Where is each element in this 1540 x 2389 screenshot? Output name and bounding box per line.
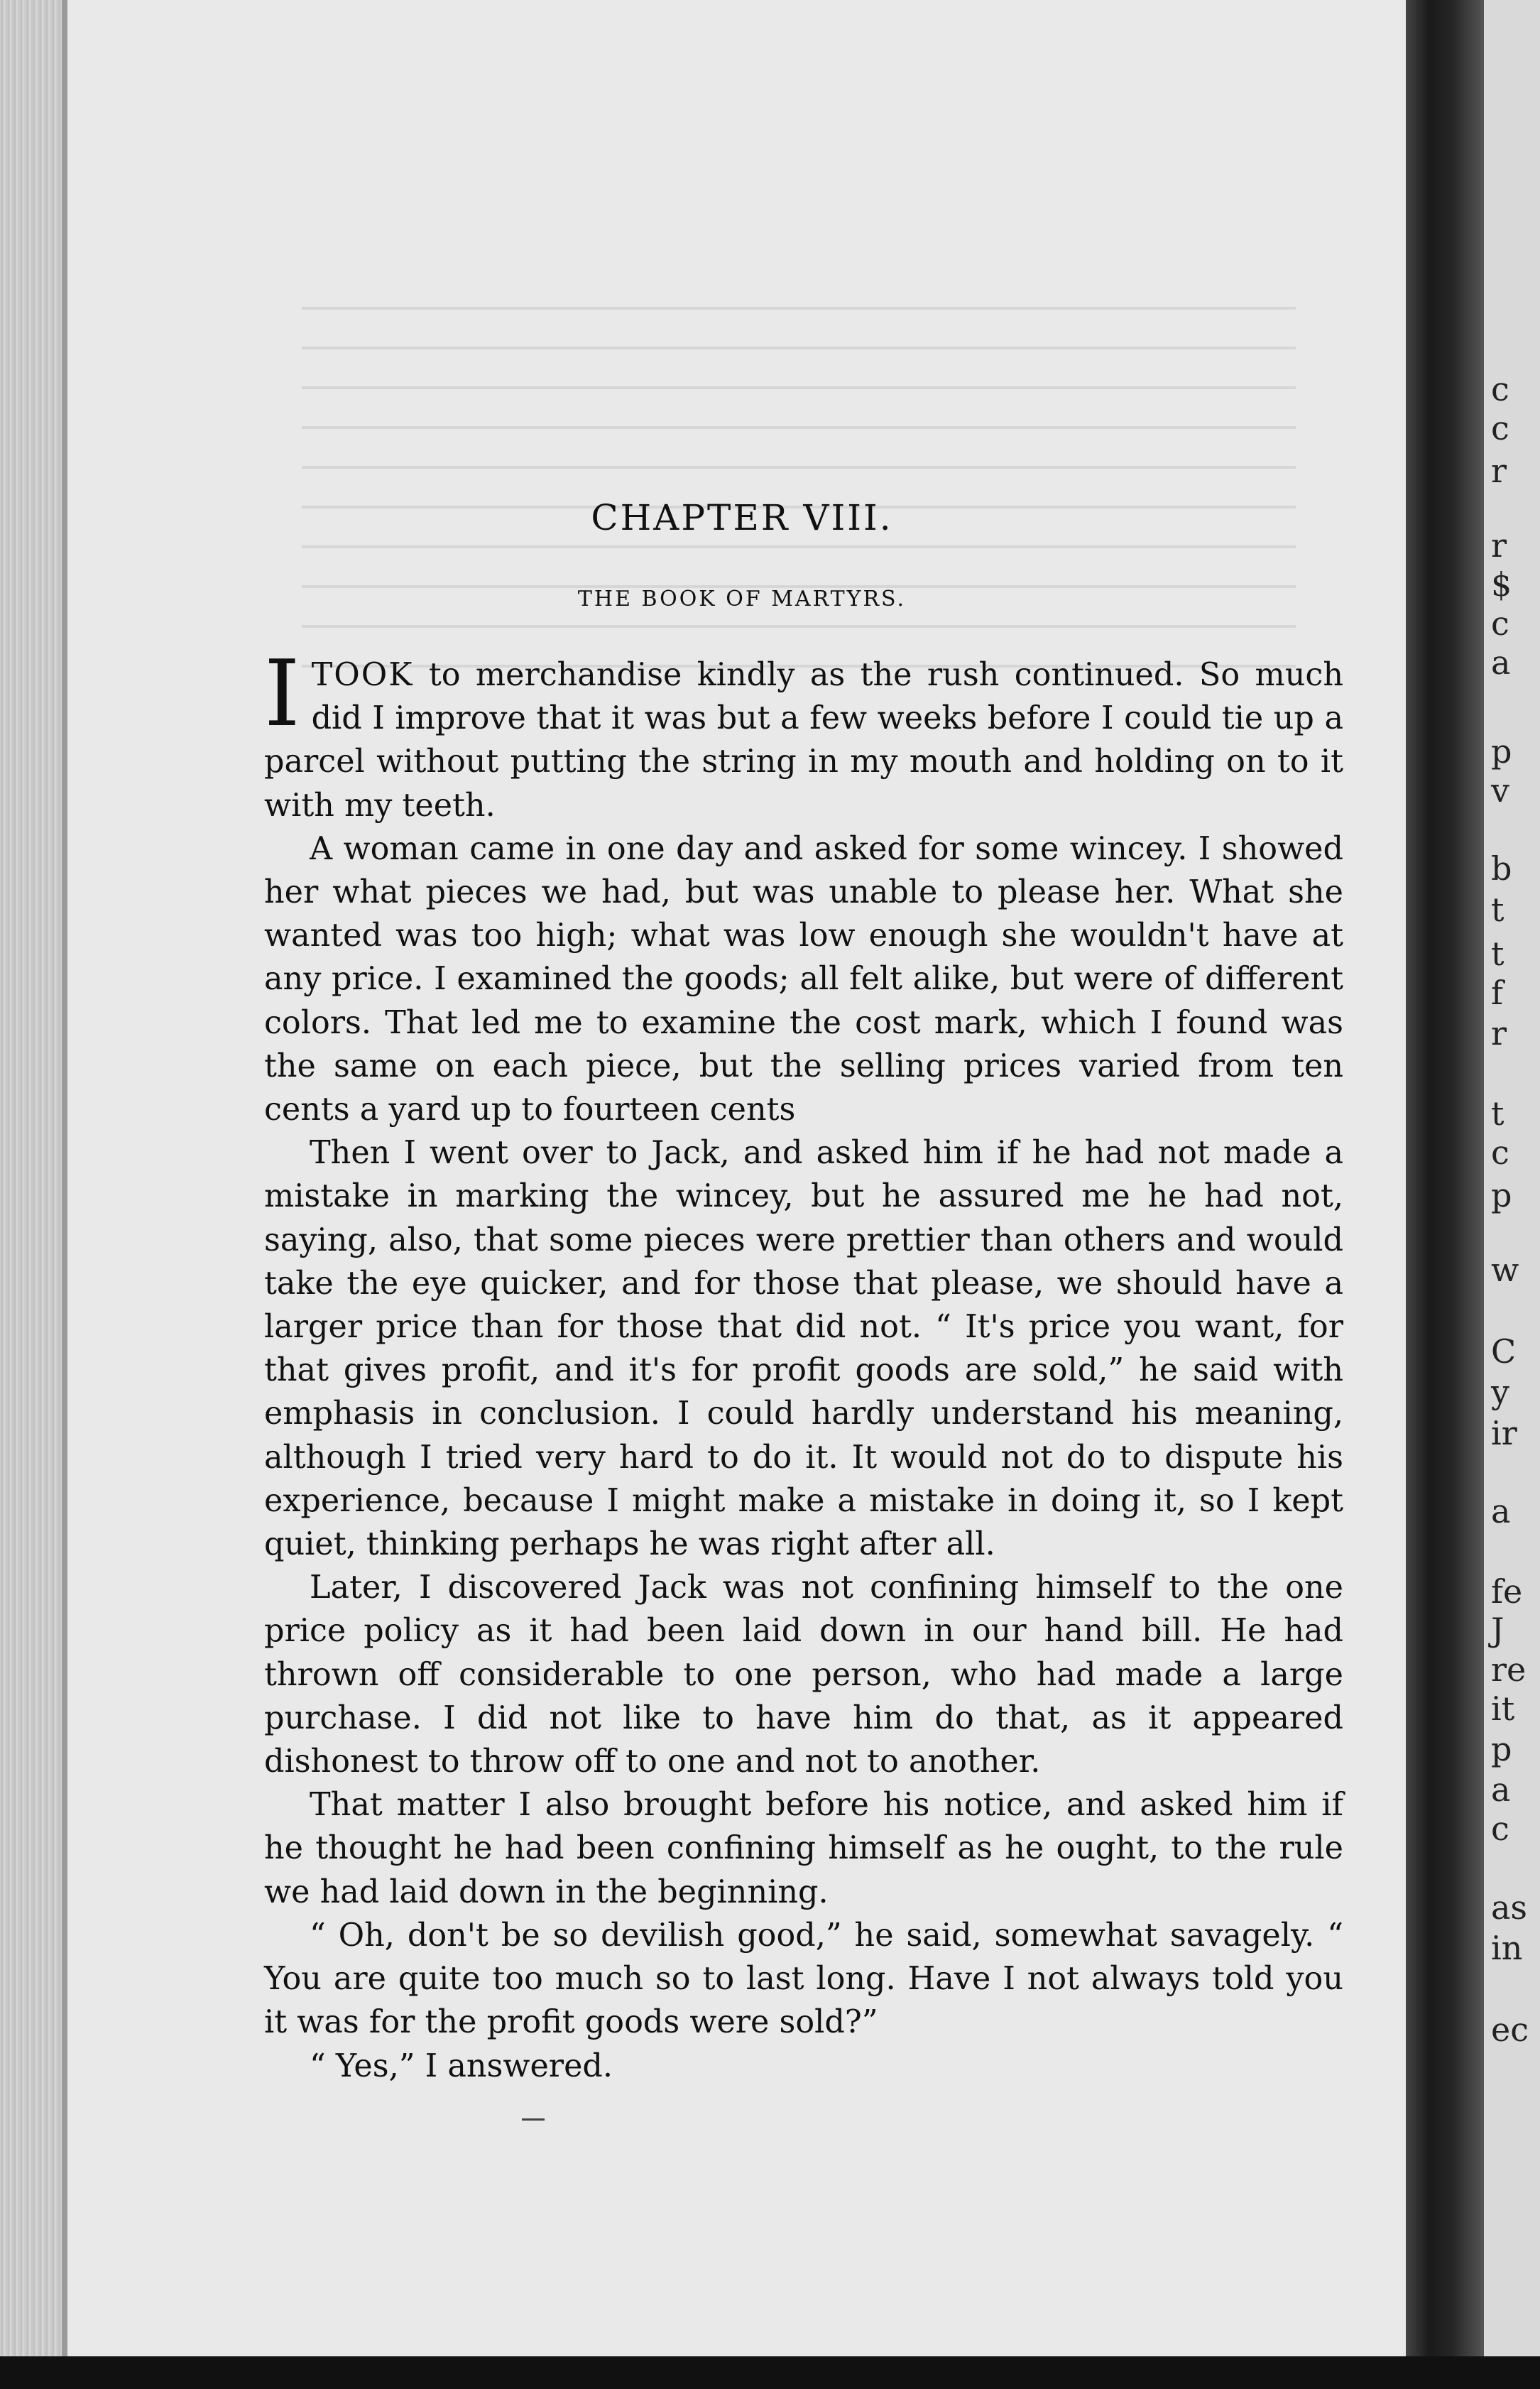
next-page-fragment: v	[1491, 771, 1509, 810]
scan-bottom-border	[0, 2356, 1540, 2389]
next-page-fragment: t	[1491, 891, 1504, 929]
next-page-fragment: in	[1491, 1929, 1523, 1967]
next-page-fragment: p	[1491, 732, 1512, 771]
next-page-fragment: re	[1491, 1650, 1527, 1689]
next-page-fragment: c	[1491, 1810, 1509, 1848]
paragraph-2: A woman came in one day and asked for some wincey. I showed her what pieces we had, but was unable to please her. What she wanted was too high; what was low enough she wouldn't have at any price. I examined the goods; all felt alike, but were of different colors. That led me to examine the cost mark, which I found was the same on each piece, but the selling prices varied from ten cents a yard up to fourteen cents	[264, 830, 1343, 1128]
next-page-fragment: c	[1491, 604, 1509, 643]
book-gutter	[1406, 0, 1484, 2389]
next-page-fragment: r	[1491, 526, 1507, 565]
next-page-fragment: C	[1491, 1332, 1517, 1371]
next-page-fragment: $	[1491, 565, 1512, 604]
next-page-fragment: p	[1491, 1176, 1512, 1214]
next-page-fragment: f	[1491, 974, 1504, 1012]
next-page-fragment: w	[1491, 1251, 1519, 1289]
paragraph-1	[264, 641, 1343, 827]
next-page-fragment: ec	[1491, 2010, 1529, 2049]
chapter-subtitle: THE BOOK OF MARTYRS.	[577, 587, 907, 611]
paragraph-4: Later, I discovered Jack was not confining himself to the one price policy as it had been laid down in our hand bill. He had thrown off considerable to one person, who had made a large purchase. I did not like to have him do that, as it appeared dishonest to throw off to one and not to another.	[264, 1569, 1343, 1780]
next-page-fragment: y	[1491, 1373, 1509, 1411]
next-page-fragment: b	[1491, 849, 1512, 888]
next-page-fragment: a	[1491, 1492, 1511, 1530]
paragraph-3: Then I went over to Jack, and asked him if he had not made a mistake in marking the wincey, but he assured me he had not, saying, also, that some pieces were prettier than others and would take the eye quicker, and for those that please, we should have a larger price than for those that did not. “ It's price you want, for that gives profit, and it's for profit goods are sold,” he said with emphasis in conclusion. I could hardly understand his meaning, although I tried very hard to do it. It would not do to dispute his experience, because I might make a mistake in doing it, so I kept quiet, thinking perhaps he was right after all.	[264, 1135, 1343, 1563]
next-page-fragment: c	[1491, 370, 1509, 408]
next-page-fragment: a	[1491, 643, 1511, 682]
paragraph-5: That matter I also brought before his notice, and asked him if he thought he had been confining himself as he ought, to the rule we had laid down in the beginning.	[264, 1787, 1343, 1910]
paragraph-7: “ Yes,” I answered.	[310, 2047, 613, 2084]
lead-word: TOOK	[311, 657, 414, 693]
next-page-fragment: as	[1491, 1888, 1528, 1927]
next-page-fragment: c	[1491, 1133, 1509, 1172]
next-page-fragment: t	[1491, 935, 1504, 973]
next-page-fragment: p	[1491, 1730, 1512, 1768]
next-page-fragment: a	[1491, 1770, 1511, 1809]
printer-mark	[522, 2118, 545, 2121]
next-page-fragment: t	[1491, 1094, 1504, 1133]
stacked-page-edges	[0, 0, 67, 2389]
next-page-edge	[1484, 0, 1540, 2389]
next-page-fragment: r	[1491, 452, 1507, 490]
paragraph-1-rest: to merchandise kindly as the rush continued. So much did I improve that it was but a few weeks before I could tie up a parcel without putting the string in my mouth and holding on to it with my teeth.	[264, 657, 1343, 824]
next-page-fragment: c	[1491, 409, 1509, 447]
next-page-fragment: r	[1491, 1014, 1507, 1052]
next-page-fragment: it	[1491, 1689, 1515, 1728]
chapter-body	[264, 641, 1343, 2088]
chapter-title: CHAPTER VIII.	[591, 497, 893, 538]
next-page-fragment: ir	[1491, 1414, 1517, 1452]
next-page-fragment: fe	[1491, 1572, 1523, 1611]
paragraph-6: “ Oh, don't be so devilish good,” he said, somewhat savagely. “ You are quite too much so to last long. Have I not always told you it was for the profit goods were sold?”	[264, 1917, 1343, 2041]
drop-cap: I	[264, 641, 300, 747]
next-page-fragment: J	[1491, 1611, 1504, 1649]
